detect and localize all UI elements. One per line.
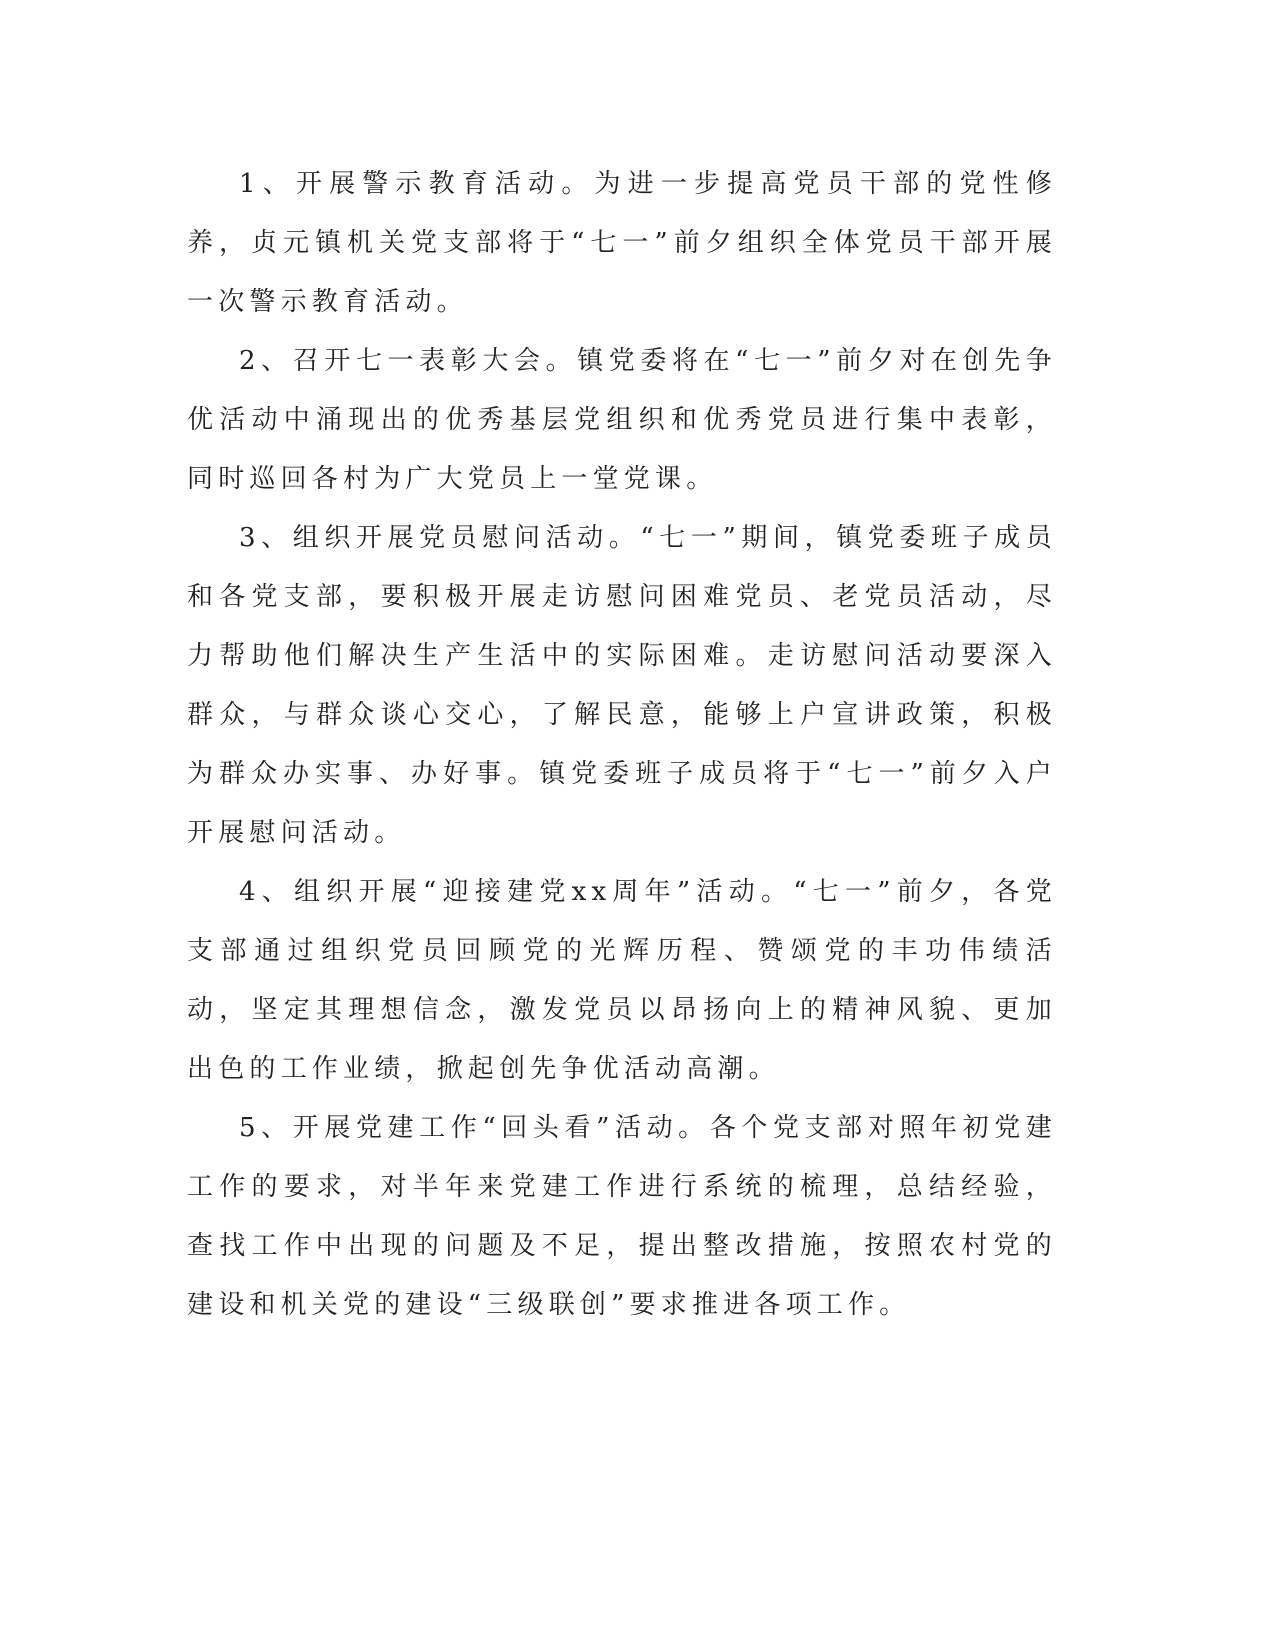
paragraph-2: 2、召开七一表彰大会。镇党委将在“七一”前夕对在创先争优活动中涌现出的优秀基层党组织和优秀党员进行集中表彰，同时巡回各村为广大党员上一堂党课。 bbox=[187, 346, 1057, 494]
paragraph-1: 1、开展警示教育活动。为进一步提高党员干部的党性修养，贞元镇机关党支部将于“七一”前夕组织全体党员干部开展一次警示教育活动。 bbox=[187, 169, 1057, 317]
document-body bbox=[187, 155, 1057, 1335]
paragraph-4: 4、组织开展“迎接建党xx周年”活动。“七一”前夕，各党支部通过组织党员回顾党的光辉历程、赞颂党的丰功伟绩活动，坚定其理想信念，激发党员以昂扬向上的精神风貌、更加出色的工作业绩，掀起创先争优活动高潮。 bbox=[187, 877, 1057, 1084]
paragraph-5: 5、开展党建工作“回头看”活动。各个党支部对照年初党建工作的要求，对半年来党建工作进行系统的梳理，总结经验，查找工作中出现的问题及不足，提出整改措施，按照农村党的建设和机关党的建设“三级联创”要求推进各项工作。 bbox=[187, 1113, 1057, 1320]
paragraph-3: 3、组织开展党员慰问活动。“七一”期间，镇党委班子成员和各党支部，要积极开展走访慰问困难党员、老党员活动，尽力帮助他们解决生产生活中的实际困难。走访慰问活动要深入群众，与群众谈心交心，了解民意，能够上户宣讲政策，积极为群众办实事、办好事。镇党委班子成员将于“七一”前夕入户开展慰问活动。 bbox=[187, 523, 1057, 848]
